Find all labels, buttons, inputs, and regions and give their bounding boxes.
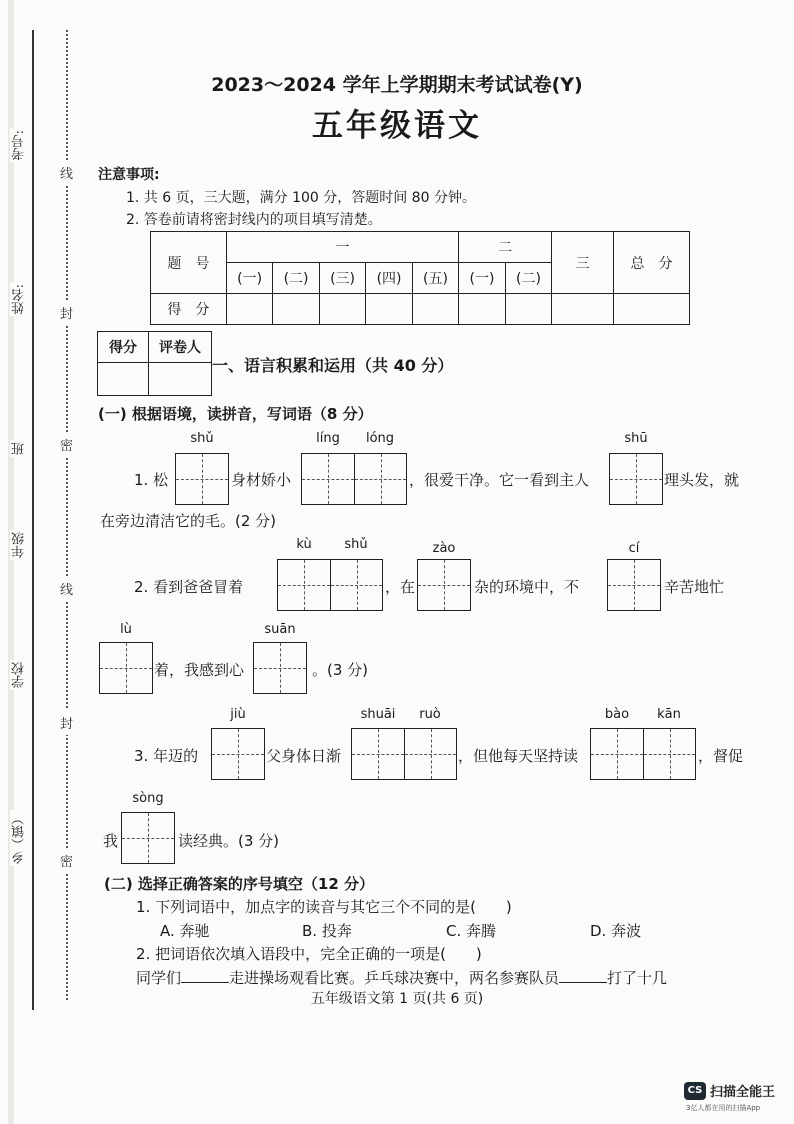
character-box[interactable] [609, 453, 663, 505]
score-row-label: 得 分 [151, 294, 227, 325]
question-text: ，督促 [698, 747, 744, 765]
question-text: ，在 [385, 578, 416, 596]
question-text: 在旁边清洁它的毛。(2 分) [100, 512, 277, 530]
question-text: ，很爱干净。它一看到主人 [409, 471, 590, 489]
character-box[interactable] [417, 559, 471, 611]
pinyin: suān [264, 622, 296, 637]
character-box[interactable] [277, 559, 383, 611]
exam-number-label: 考号: [12, 130, 27, 161]
option-c: C. 奔腾 [446, 922, 497, 940]
character-box[interactable] [121, 812, 175, 864]
question-text: 辛苦地忙 [664, 578, 725, 596]
pinyin: líng [316, 431, 340, 446]
question-text: 着，我感到心 [154, 661, 245, 679]
camscanner-tagline: 3亿人都在用的扫描App [686, 1104, 761, 1112]
part-one-header: 一 [226, 232, 458, 263]
pinyin: shǔ [190, 431, 214, 446]
pinyin: ruò [419, 707, 441, 722]
character-box[interactable] [175, 453, 229, 505]
part-three-header: 三 [552, 232, 614, 294]
character-box[interactable] [99, 642, 153, 694]
choice-question-stem: 1. 下列词语中，加点字的读音与其它三个不同的是( ) [136, 898, 512, 916]
camscanner-name: 扫描全能王 [710, 1085, 776, 1100]
grader-reviewer-cell[interactable] [149, 363, 212, 396]
grader-reviewer-label: 评卷人 [149, 332, 212, 363]
question-text: ，但他每天坚持读 [458, 747, 579, 765]
seal-mark-secret: 密 [60, 848, 73, 873]
question-text: 我 [103, 832, 119, 850]
subpart-header: (二) [273, 263, 319, 294]
question-text: 身材娇小 [231, 471, 292, 489]
seal-mark-seal: 封 [60, 300, 73, 325]
question-text: 2. 看到爸爸冒着 [134, 578, 244, 596]
subpart-header: (一) [226, 263, 272, 294]
subject-title: 五年级语文 [312, 108, 482, 144]
option-a: A. 奔驰 [160, 922, 210, 940]
pinyin: lù [120, 622, 132, 637]
grader-box [97, 331, 212, 396]
seal-mark-secret: 密 [60, 432, 73, 457]
part-two-header: 二 [459, 232, 552, 263]
answer-blank[interactable] [181, 982, 229, 983]
score-cell[interactable] [552, 294, 614, 325]
passage-line [136, 967, 667, 988]
choice-question-stem: 2. 把词语依次填入语段中，完全正确的一项是( ) [136, 945, 482, 963]
question-text: 。(3 分) [312, 661, 369, 679]
option-d: D. 奔波 [590, 922, 642, 940]
question-text: 杂的环境中，不 [474, 578, 580, 596]
pinyin: shǔ [344, 537, 368, 552]
score-cell[interactable] [459, 294, 505, 325]
question-text: 1. 松 [134, 471, 169, 489]
camscanner-logo: CS [684, 1082, 706, 1100]
score-cell[interactable] [226, 294, 272, 325]
character-box[interactable] [253, 642, 307, 694]
section-one-title: 一、语言积累和运用（共 40 分） [212, 356, 454, 375]
exam-title: 2023～2024 学年上学期期末考试试卷(Y) [211, 74, 583, 96]
score-cell[interactable] [505, 294, 551, 325]
pinyin: jiù [230, 707, 246, 722]
binding-line [32, 30, 34, 1010]
character-box[interactable] [607, 559, 661, 611]
subpart-header: (三) [319, 263, 365, 294]
character-box[interactable] [351, 728, 457, 780]
question-text: 父身体日渐 [266, 747, 342, 765]
passage-text: 同学们 [136, 969, 182, 987]
pinyin: shuāi [360, 707, 396, 722]
question-text: 理头发，就 [664, 471, 740, 489]
score-cell[interactable] [366, 294, 412, 325]
note-item: 1. 共 6 页，三大题，满分 100 分，答题时间 80 分钟。 [126, 190, 476, 206]
page-footer: 五年级语文第 1 页(共 6 页) [310, 991, 484, 1007]
notes-heading: 注意事项: [98, 167, 160, 183]
subpart-header: (一) [459, 263, 505, 294]
total-header: 总 分 [614, 232, 690, 294]
note-item: 2. 答卷前请将密封线内的项目填写清楚。 [126, 212, 382, 228]
score-table [150, 231, 690, 325]
passage-text: 打了十几 [607, 969, 668, 987]
pinyin: cí [628, 541, 640, 556]
subpart-header: (四) [366, 263, 412, 294]
subpart-header: (二) [505, 263, 551, 294]
pinyin: kān [657, 707, 681, 722]
pinyin: kù [296, 537, 312, 552]
option-b: B. 投奔 [302, 922, 352, 940]
character-box[interactable] [211, 728, 265, 780]
grade-label: 年级 [12, 532, 27, 558]
pinyin: lóng [365, 431, 395, 446]
part-two-title: (二) 选择正确答案的序号填空（12 分） [104, 875, 375, 893]
passage-text: 走进操场观看比赛。乒乓球决赛中，两名参赛队员 [229, 969, 560, 987]
pinyin: sòng [132, 791, 164, 806]
class-label: 班 [12, 442, 27, 455]
pinyin: bào [604, 707, 630, 722]
pinyin: zào [432, 541, 456, 556]
question-text: 3. 年迈的 [134, 747, 199, 765]
grader-score-label: 得分 [98, 332, 149, 363]
grader-score-cell[interactable] [98, 363, 149, 396]
subpart-header: (五) [412, 263, 458, 294]
town-label: 乡（镇） [12, 812, 27, 864]
character-box[interactable] [590, 728, 696, 780]
seal-mark-line: 线 [60, 160, 73, 185]
pinyin: shū [624, 431, 648, 446]
score-cell[interactable] [319, 294, 365, 325]
score-cell[interactable] [273, 294, 319, 325]
seal-mark-line: 线 [60, 576, 73, 601]
score-cell[interactable] [614, 294, 690, 325]
part-one-title: (一) 根据语境，读拼音，写词语（8 分） [98, 405, 373, 423]
seal-mark-seal: 封 [60, 710, 73, 735]
school-label: 学校 [12, 662, 27, 688]
name-label: 姓名: [12, 284, 27, 315]
question-text: 读经典。(3 分) [178, 832, 280, 850]
page-edge [8, 0, 14, 1124]
question-number-label: 题 号 [151, 232, 227, 294]
score-cell[interactable] [412, 294, 458, 325]
answer-blank[interactable] [559, 982, 607, 983]
character-box[interactable] [301, 453, 407, 505]
